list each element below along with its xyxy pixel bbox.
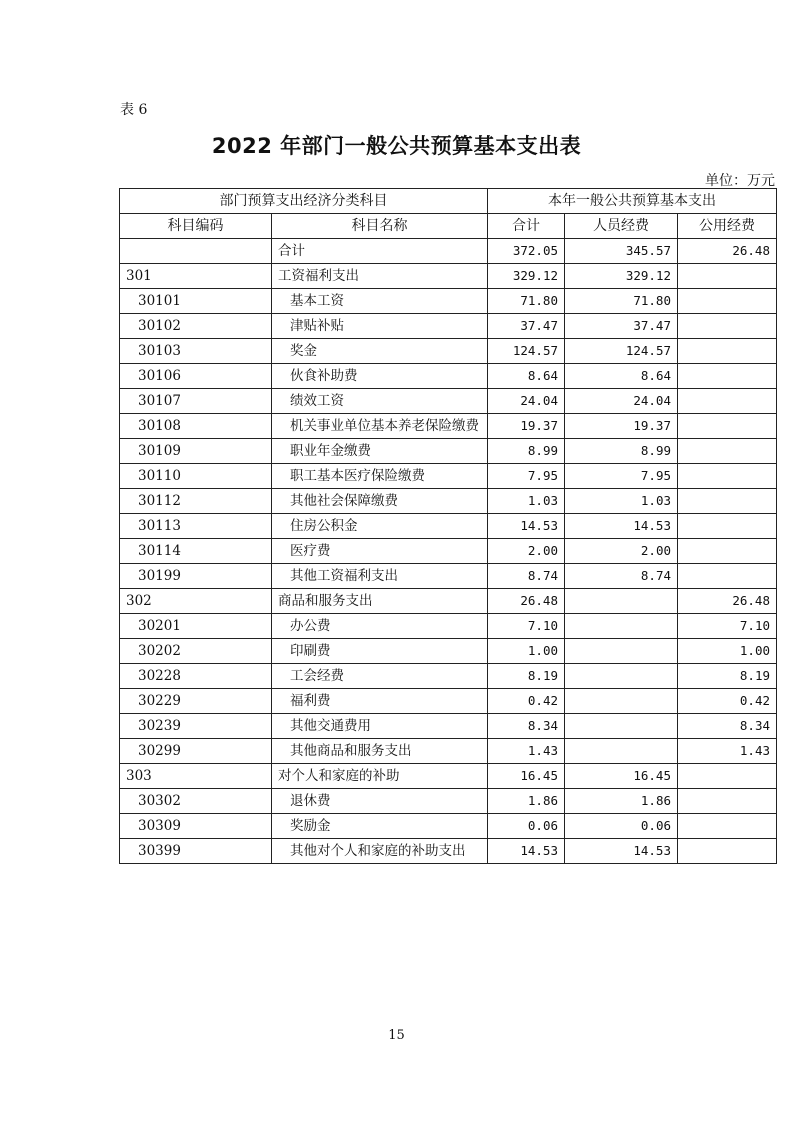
row-personnel <box>565 614 678 639</box>
row-personnel: 19.37 <box>565 414 678 439</box>
row-public <box>678 764 777 789</box>
row-total: 8.64 <box>488 364 565 389</box>
table-row <box>120 739 777 764</box>
row-code: 30101 <box>120 289 272 314</box>
table-row <box>120 564 777 589</box>
table-row <box>120 814 777 839</box>
row-name: 办公费 <box>272 614 488 639</box>
table-row <box>120 764 777 789</box>
row-personnel: 14.53 <box>565 839 678 864</box>
row-total: 19.37 <box>488 414 565 439</box>
table-row <box>120 389 777 414</box>
row-code: 30114 <box>120 539 272 564</box>
row-code: 30110 <box>120 464 272 489</box>
row-code: 30309 <box>120 814 272 839</box>
row-total: 24.04 <box>488 389 565 414</box>
row-code: 30201 <box>120 614 272 639</box>
row-name: 工资福利支出 <box>272 264 488 289</box>
row-code <box>120 239 272 264</box>
row-total: 0.42 <box>488 689 565 714</box>
row-personnel: 8.64 <box>565 364 678 389</box>
row-name: 奖励金 <box>272 814 488 839</box>
row-name: 职工基本医疗保险缴费 <box>272 464 488 489</box>
row-code: 30103 <box>120 339 272 364</box>
header-total: 合计 <box>488 214 565 239</box>
row-code: 30239 <box>120 714 272 739</box>
row-total: 1.43 <box>488 739 565 764</box>
table-row <box>120 439 777 464</box>
row-personnel: 7.95 <box>565 464 678 489</box>
row-code: 303 <box>120 764 272 789</box>
table-row <box>120 464 777 489</box>
row-public <box>678 489 777 514</box>
row-code: 30112 <box>120 489 272 514</box>
table-row <box>120 639 777 664</box>
row-total: 8.34 <box>488 714 565 739</box>
row-total: 8.19 <box>488 664 565 689</box>
row-total: 14.53 <box>488 839 565 864</box>
table-row <box>120 839 777 864</box>
row-name: 印刷费 <box>272 639 488 664</box>
row-personnel: 16.45 <box>565 764 678 789</box>
table-row <box>120 489 777 514</box>
row-public <box>678 814 777 839</box>
row-name: 退休费 <box>272 789 488 814</box>
row-code: 30109 <box>120 439 272 464</box>
row-personnel <box>565 639 678 664</box>
row-total: 2.00 <box>488 539 565 564</box>
row-personnel: 71.80 <box>565 289 678 314</box>
header-column-row <box>120 214 777 239</box>
row-name: 津贴补贴 <box>272 314 488 339</box>
row-public <box>678 439 777 464</box>
row-name: 对个人和家庭的补助 <box>272 764 488 789</box>
row-name: 其他对个人和家庭的补助支出 <box>272 839 488 864</box>
row-public <box>678 539 777 564</box>
row-total: 16.45 <box>488 764 565 789</box>
row-total: 8.99 <box>488 439 565 464</box>
page-title: 2022 年部门一般公共预算基本支出表 <box>211 134 582 158</box>
table-row <box>120 264 777 289</box>
row-total: 1.86 <box>488 789 565 814</box>
row-public <box>678 389 777 414</box>
row-personnel: 124.57 <box>565 339 678 364</box>
row-total: 329.12 <box>488 264 565 289</box>
row-code: 30102 <box>120 314 272 339</box>
row-public: 8.34 <box>678 714 777 739</box>
row-public <box>678 314 777 339</box>
row-name: 职业年金缴费 <box>272 439 488 464</box>
row-public <box>678 289 777 314</box>
row-name: 其他商品和服务支出 <box>272 739 488 764</box>
row-public: 8.19 <box>678 664 777 689</box>
row-public <box>678 564 777 589</box>
header-group-row <box>120 189 777 214</box>
row-personnel: 2.00 <box>565 539 678 564</box>
row-public <box>678 414 777 439</box>
header-economic-category: 部门预算支出经济分类科目 <box>120 189 488 214</box>
row-name: 合计 <box>272 239 488 264</box>
row-public: 7.10 <box>678 614 777 639</box>
row-code: 30106 <box>120 364 272 389</box>
row-name: 基本工资 <box>272 289 488 314</box>
row-public: 1.43 <box>678 739 777 764</box>
row-public <box>678 789 777 814</box>
header-basic-expenditure: 本年一般公共预算基本支出 <box>488 189 777 214</box>
table-row <box>120 364 777 389</box>
row-public <box>678 839 777 864</box>
row-code: 30399 <box>120 839 272 864</box>
row-public <box>678 364 777 389</box>
table-label: 表 6 <box>120 102 148 118</box>
row-personnel: 14.53 <box>565 514 678 539</box>
budget-table <box>119 188 777 864</box>
row-name: 商品和服务支出 <box>272 589 488 614</box>
row-name: 其他交通费用 <box>272 714 488 739</box>
row-code: 30108 <box>120 414 272 439</box>
row-personnel: 1.86 <box>565 789 678 814</box>
unit-note: 单位：万元 <box>705 173 775 189</box>
row-code: 30302 <box>120 789 272 814</box>
row-personnel: 1.03 <box>565 489 678 514</box>
row-public: 1.00 <box>678 639 777 664</box>
row-name: 绩效工资 <box>272 389 488 414</box>
row-public <box>678 514 777 539</box>
header-name: 科目名称 <box>272 214 488 239</box>
table-row <box>120 664 777 689</box>
row-code: 30228 <box>120 664 272 689</box>
page-number: 15 <box>388 1028 405 1043</box>
header-public: 公用经费 <box>678 214 777 239</box>
row-public <box>678 464 777 489</box>
row-name: 伙食补助费 <box>272 364 488 389</box>
row-public: 26.48 <box>678 589 777 614</box>
row-total: 14.53 <box>488 514 565 539</box>
row-name: 福利费 <box>272 689 488 714</box>
table-row <box>120 689 777 714</box>
row-name: 其他社会保障缴费 <box>272 489 488 514</box>
table-row <box>120 789 777 814</box>
row-code: 30199 <box>120 564 272 589</box>
table-row <box>120 239 777 264</box>
row-personnel <box>565 739 678 764</box>
row-total: 124.57 <box>488 339 565 364</box>
row-name: 奖金 <box>272 339 488 364</box>
row-personnel <box>565 689 678 714</box>
row-name: 机关事业单位基本养老保险缴费 <box>272 414 488 439</box>
table-row <box>120 314 777 339</box>
row-total: 26.48 <box>488 589 565 614</box>
table-row <box>120 614 777 639</box>
row-personnel: 24.04 <box>565 389 678 414</box>
row-code: 30202 <box>120 639 272 664</box>
row-total: 37.47 <box>488 314 565 339</box>
row-code: 30113 <box>120 514 272 539</box>
row-personnel <box>565 714 678 739</box>
row-code: 301 <box>120 264 272 289</box>
table-row <box>120 714 777 739</box>
row-code: 302 <box>120 589 272 614</box>
table-row <box>120 289 777 314</box>
row-total: 7.95 <box>488 464 565 489</box>
row-public <box>678 264 777 289</box>
row-public <box>678 339 777 364</box>
row-public: 26.48 <box>678 239 777 264</box>
row-total: 8.74 <box>488 564 565 589</box>
row-personnel: 0.06 <box>565 814 678 839</box>
header-personnel: 人员经费 <box>565 214 678 239</box>
header-code: 科目编码 <box>120 214 272 239</box>
row-personnel: 345.57 <box>565 239 678 264</box>
row-personnel: 8.99 <box>565 439 678 464</box>
row-personnel: 37.47 <box>565 314 678 339</box>
row-personnel: 8.74 <box>565 564 678 589</box>
row-name: 工会经费 <box>272 664 488 689</box>
row-public: 0.42 <box>678 689 777 714</box>
row-total: 7.10 <box>488 614 565 639</box>
row-total: 0.06 <box>488 814 565 839</box>
row-total: 1.00 <box>488 639 565 664</box>
row-name: 其他工资福利支出 <box>272 564 488 589</box>
row-code: 30107 <box>120 389 272 414</box>
row-total: 372.05 <box>488 239 565 264</box>
table-row <box>120 339 777 364</box>
row-total: 71.80 <box>488 289 565 314</box>
row-name: 住房公积金 <box>272 514 488 539</box>
row-personnel: 329.12 <box>565 264 678 289</box>
row-total: 1.03 <box>488 489 565 514</box>
table-row <box>120 414 777 439</box>
row-personnel <box>565 664 678 689</box>
table-row <box>120 539 777 564</box>
row-code: 30229 <box>120 689 272 714</box>
table-row <box>120 514 777 539</box>
row-name: 医疗费 <box>272 539 488 564</box>
row-code: 30299 <box>120 739 272 764</box>
table-row <box>120 589 777 614</box>
row-personnel <box>565 589 678 614</box>
